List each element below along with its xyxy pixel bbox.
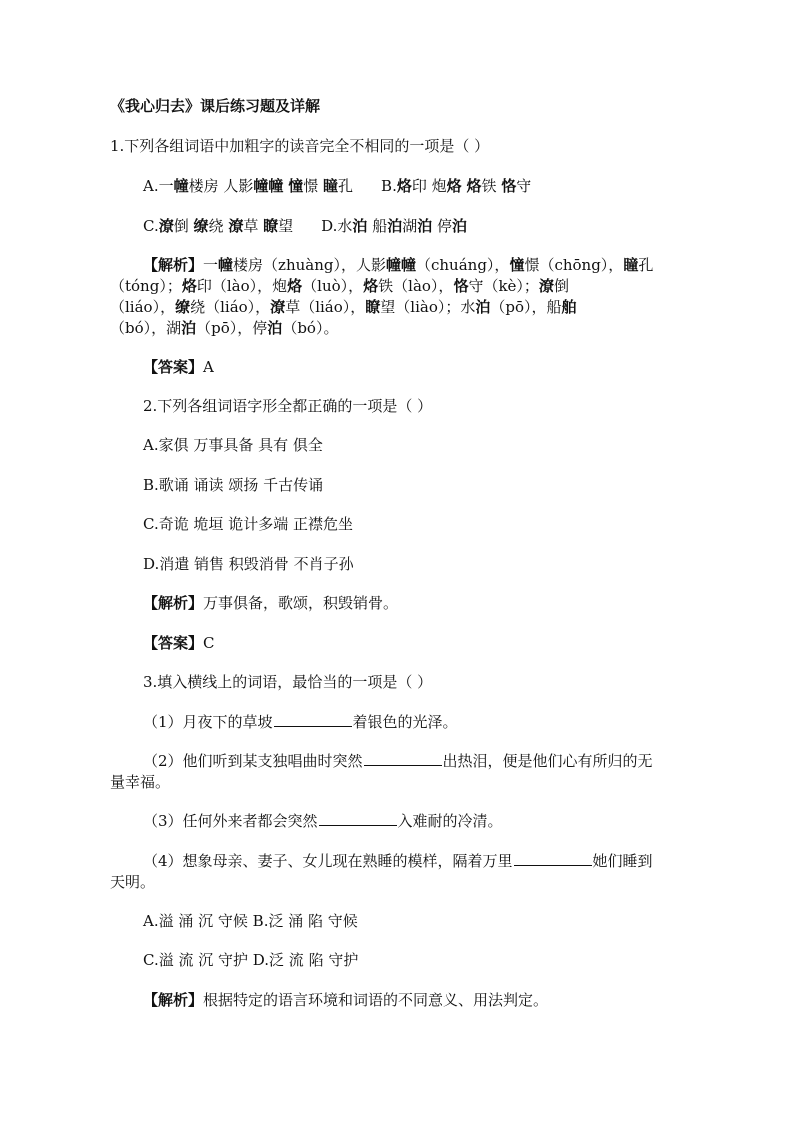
q1-analysis-bold: 潦	[538, 277, 554, 295]
q1-analysis-bold: 潦	[270, 298, 286, 316]
sentence-text: （4）想象母亲、妻子、女儿现在熟睡的模样，隔着万里	[143, 852, 513, 870]
q1-analysis-line-4	[110, 318, 338, 338]
q1-analysis-line-3	[110, 297, 577, 317]
q1-analysis-line-1	[143, 255, 653, 275]
q1-a-bold: 憧	[288, 177, 304, 195]
analysis-text: 万事俱备，歌颂，积毁销骨。	[203, 594, 399, 612]
q3-options-cd: C.溢 流 沉 守护 D.泛 流 陷 守护	[143, 951, 359, 969]
q1-analysis-text: （pō），停	[196, 319, 268, 337]
q1-options-ab	[143, 176, 531, 196]
sentence-text: （1）月夜下的草坡	[143, 713, 273, 731]
answer-tag: 【答案】	[143, 358, 204, 376]
q1-analysis-text: （luò），	[302, 277, 364, 295]
q1-analysis-text: 草（liáo），	[285, 298, 366, 316]
q1-d-text: 停	[432, 217, 453, 235]
q1-b-bold: 烙	[396, 177, 412, 195]
q2-stem: 2.下列各组词语字形全都正确的一项是（ ）	[143, 397, 433, 415]
q1-answer	[143, 357, 214, 377]
q1-analysis-text: 一	[203, 256, 219, 274]
q1-a-text: 一	[158, 177, 174, 195]
q3-stem: 3.填入横线上的词语，最恰当的一项是（ ）	[143, 673, 433, 691]
q1-b-text: 铁	[481, 177, 502, 195]
q1-a-bold: 幢幢	[253, 177, 284, 195]
fill-in-blank[interactable]	[514, 851, 592, 866]
q1-analysis-text: 望（liào）；水	[380, 298, 476, 316]
q1-option-c-label: C.	[143, 217, 159, 235]
q1-a-text: 孔	[338, 177, 354, 195]
q1-analysis-text: 铁（lào），	[378, 277, 454, 295]
q1-analysis-bold: 瞳	[623, 256, 639, 274]
q1-b-bold: 烙	[446, 177, 462, 195]
q1-c-bold: 瞭	[263, 217, 279, 235]
q1-options-cd	[143, 216, 467, 236]
q1-a-text: 楼房 人影	[188, 177, 254, 195]
q3-sentence-2-cont: 量幸福。	[110, 773, 171, 791]
q1-analysis-bold: 泊	[181, 319, 197, 337]
q2-option-d: D.消遣 销售 积毁消骨 不肖子孙	[143, 555, 354, 573]
q1-d-bold: 泊	[452, 217, 468, 235]
q1-d-text: 湖	[402, 217, 418, 235]
analysis-tag: 【解析】	[143, 991, 204, 1009]
q1-option-a-label: A.	[143, 177, 159, 195]
q1-analysis-line-2	[110, 276, 569, 296]
q1-analysis-text: 印（lào），炮	[196, 277, 288, 295]
sentence-text: 她们睡到	[592, 852, 653, 870]
q1-c-text: 倒	[173, 217, 194, 235]
answer-tag: 【答案】	[143, 634, 204, 652]
analysis-tag: 【解析】	[143, 594, 204, 612]
q1-a-bold: 瞳	[323, 177, 339, 195]
fill-in-blank[interactable]	[364, 751, 442, 766]
q1-d-text: 船	[367, 217, 388, 235]
q1-analysis-text: （tóng）；	[110, 277, 182, 295]
q1-analysis-text: 憬（chōng），	[524, 256, 624, 274]
q1-analysis-bold: 泊	[475, 298, 491, 316]
q1-c-text: 绕	[208, 217, 229, 235]
fill-in-blank[interactable]	[274, 712, 352, 727]
q3-options-ab: A.溢 涌 沉 守候 B.泛 涌 陷 守候	[143, 912, 358, 930]
q2-option-c: C.奇诡 垝垣 诡计多端 正襟危坐	[143, 515, 354, 533]
q1-d-bold: 泊	[387, 217, 403, 235]
q1-analysis-text: 楼房（zhuàng），人影	[233, 256, 386, 274]
q1-analysis-text: （bó）。	[282, 319, 339, 337]
q1-b-bold: 烙	[466, 177, 482, 195]
q1-d-bold: 泊	[352, 217, 368, 235]
q1-analysis-bold: 幢幢	[385, 256, 416, 274]
q1-d-bold: 泊	[417, 217, 433, 235]
q1-analysis-text: 守（kè）；	[468, 277, 539, 295]
q1-analysis-text: （pō），船	[490, 298, 562, 316]
q1-c-text: 草	[243, 217, 264, 235]
analysis-text: 根据特定的语言环境和词语的不同意义、用法判定。	[203, 991, 549, 1009]
q3-sentence-4-cont: 天明。	[110, 873, 156, 891]
q1-analysis-bold: 烙	[363, 277, 379, 295]
q1-analysis-bold: 恪	[453, 277, 469, 295]
page-title: 《我心归去》课后练习题及详解	[110, 97, 321, 115]
q1-c-bold: 潦	[228, 217, 244, 235]
q3-sentence-3	[143, 811, 503, 831]
q1-analysis-text: 绕（liáo），	[190, 298, 271, 316]
q1-option-b-label: B.	[381, 177, 397, 195]
q1-b-bold: 恪	[501, 177, 517, 195]
q1-analysis-bold: 泊	[267, 319, 283, 337]
q2-analysis	[143, 593, 398, 613]
q1-analysis-bold: 幢	[218, 256, 234, 274]
q1-analysis-text: （bó），湖	[110, 319, 182, 337]
q1-c-text: 望	[278, 217, 294, 235]
q1-analysis-text: 倒	[553, 277, 569, 295]
sentence-text: 着银色的光泽。	[352, 713, 458, 731]
q3-sentence-2	[143, 751, 653, 771]
q1-analysis-bold: 烙	[287, 277, 303, 295]
q1-analysis-bold: 缭	[175, 298, 191, 316]
q1-a-text: 憬	[303, 177, 324, 195]
q1-b-text: 守	[516, 177, 532, 195]
analysis-tag: 【解析】	[143, 256, 204, 274]
sentence-text: （2）他们听到某支独唱曲时突然	[143, 752, 363, 770]
q1-analysis-bold: 瞭	[365, 298, 381, 316]
q1-b-text: 印 炮	[411, 177, 447, 195]
answer-value: C	[203, 634, 215, 652]
q2-option-a: A.家俱 万事具备 具有 俱全	[143, 436, 323, 454]
q3-sentence-4	[143, 851, 653, 871]
q1-analysis-bold: 憧	[509, 256, 525, 274]
answer-value: A	[203, 358, 214, 376]
q1-analysis-bold: 舶	[561, 298, 577, 316]
q1-a-bold: 幢	[173, 177, 189, 195]
q3-analysis	[143, 990, 548, 1010]
q1-analysis-text: （liáo），	[110, 298, 176, 316]
q1-stem: 1.下列各组词语中加粗字的读音完全不相同的一项是（ ）	[110, 137, 490, 155]
sentence-text: 出热泪，便是他们心有所归的无	[442, 752, 653, 770]
q1-analysis-bold: 烙	[181, 277, 197, 295]
fill-in-blank[interactable]	[319, 811, 397, 826]
q2-answer	[143, 633, 215, 653]
q1-analysis-text: （chuáng），	[416, 256, 510, 274]
q2-option-b: B.歌诵 诵读 颂扬 千古传诵	[143, 476, 324, 494]
q1-analysis-text: 孔	[638, 256, 654, 274]
q1-c-bold: 潦	[158, 217, 174, 235]
sentence-text: （3）任何外来者都会突然	[143, 812, 318, 830]
sentence-text: 入难耐的冷清。	[397, 812, 503, 830]
q1-c-bold: 缭	[193, 217, 209, 235]
q1-option-d-label: D.水	[321, 217, 353, 235]
q3-sentence-1	[143, 712, 458, 732]
